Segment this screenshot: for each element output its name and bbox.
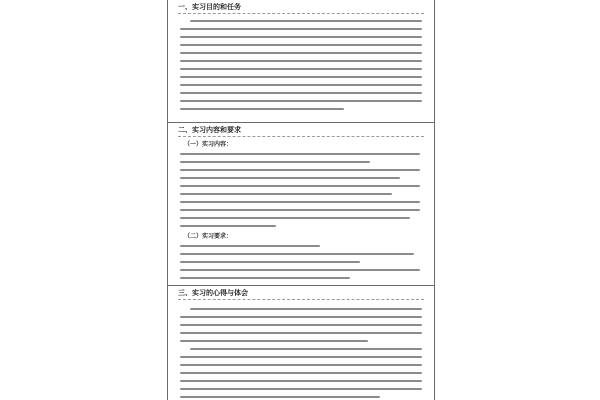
document-page <box>167 0 435 400</box>
subheading-content: （一）实习内容： <box>184 141 233 148</box>
section-heading: 一、实习目的和任务 <box>178 3 241 11</box>
heading-divider <box>178 299 424 300</box>
section-content-requirements <box>168 123 434 286</box>
section-heading: 二、实习内容和要求 <box>178 126 241 134</box>
section-heading: 三、实习的心得与体会 <box>178 289 248 297</box>
heading-divider <box>178 136 424 137</box>
subheading-requirements: （二）实习要求： <box>184 233 233 240</box>
heading-divider <box>178 13 424 14</box>
section-purpose <box>168 0 434 123</box>
section-reflection <box>168 286 434 400</box>
